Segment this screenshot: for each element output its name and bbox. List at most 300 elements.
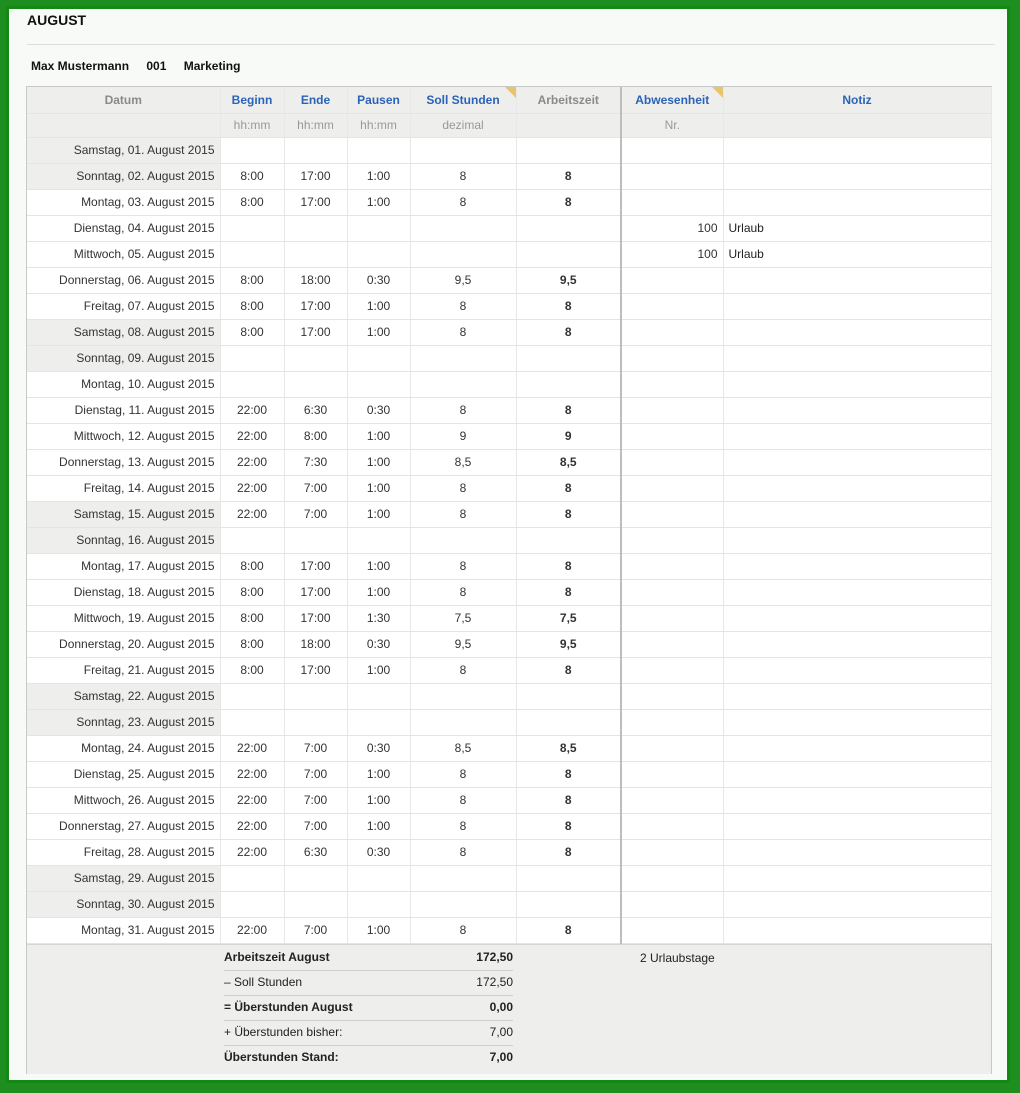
cell-datum: Dienstag, 04. August 2015 (27, 215, 220, 241)
cell-beginn[interactable] (220, 683, 284, 709)
summary-bisher (224, 1020, 513, 1046)
cell-ende[interactable]: 7:30 (284, 449, 347, 475)
cell-pausen[interactable] (347, 683, 410, 709)
summary-soll (224, 970, 513, 996)
cell-arbeitszeit[interactable]: 9 (516, 423, 621, 449)
cell-abwesenheit[interactable]: 100 (621, 241, 723, 267)
cell-notiz[interactable] (723, 891, 991, 917)
cell-beginn[interactable] (220, 865, 284, 891)
cell-arbeitszeit[interactable]: 8 (516, 319, 621, 345)
table-row (27, 553, 991, 579)
table-row (27, 449, 991, 475)
cell-ende[interactable] (284, 891, 347, 917)
cell-soll[interactable]: 8 (410, 293, 516, 319)
employee-name: Max Mustermann (31, 59, 130, 73)
cell-notiz[interactable] (723, 683, 991, 709)
cell-datum: Sonntag, 23. August 2015 (27, 709, 220, 735)
cell-arbeitszeit[interactable] (516, 683, 621, 709)
cell-abwesenheit[interactable] (621, 137, 723, 163)
cell-notiz[interactable] (723, 163, 991, 189)
cell-ende[interactable] (284, 709, 347, 735)
cell-pausen[interactable]: 1:00 (347, 657, 410, 683)
cell-abwesenheit[interactable] (621, 787, 723, 813)
cell-beginn[interactable] (220, 137, 284, 163)
cell-abwesenheit[interactable] (621, 735, 723, 761)
cell-datum: Samstag, 22. August 2015 (27, 683, 220, 709)
cell-arbeitszeit[interactable]: 8 (516, 813, 621, 839)
cell-notiz[interactable] (723, 787, 991, 813)
cell-datum: Montag, 24. August 2015 (27, 735, 220, 761)
cell-beginn[interactable]: 8:00 (220, 631, 284, 657)
page-frame (6, 6, 1010, 1083)
cell-ende[interactable]: 7:00 (284, 917, 347, 943)
cell-soll[interactable]: 8 (410, 319, 516, 345)
cell-notiz[interactable] (723, 189, 991, 215)
cell-abwesenheit[interactable] (621, 397, 723, 423)
cell-soll[interactable] (410, 865, 516, 891)
cell-beginn[interactable]: 22:00 (220, 787, 284, 813)
divider (27, 44, 995, 45)
cell-beginn[interactable]: 22:00 (220, 501, 284, 527)
cell-datum: Sonntag, 09. August 2015 (27, 345, 220, 371)
employee-department: Marketing (183, 59, 241, 73)
cell-soll[interactable]: 8 (410, 579, 516, 605)
cell-beginn[interactable]: 8:00 (220, 319, 284, 345)
cell-ende[interactable]: 7:00 (284, 787, 347, 813)
cell-abwesenheit[interactable] (621, 527, 723, 553)
cell-notiz[interactable] (723, 657, 991, 683)
cell-abwesenheit[interactable] (621, 891, 723, 917)
cell-notiz[interactable] (723, 527, 991, 553)
cell-datum: Samstag, 29. August 2015 (27, 865, 220, 891)
cell-soll[interactable] (410, 371, 516, 397)
summary-soll-label: – Soll Stunden (224, 975, 303, 989)
cell-ende[interactable]: 18:00 (284, 631, 347, 657)
cell-pausen[interactable] (347, 241, 410, 267)
cell-beginn[interactable]: 22:00 (220, 397, 284, 423)
cell-abwesenheit[interactable] (621, 813, 723, 839)
cell-notiz[interactable] (723, 865, 991, 891)
cell-pausen[interactable]: 1:00 (347, 579, 410, 605)
table-row (27, 631, 991, 657)
cell-ende[interactable]: 6:30 (284, 839, 347, 865)
cell-notiz[interactable] (723, 553, 991, 579)
cell-datum: Donnerstag, 06. August 2015 (27, 267, 220, 293)
cell-pausen[interactable] (347, 865, 410, 891)
cell-arbeitszeit[interactable]: 9,5 (516, 267, 621, 293)
vacation-days: 2 Urlaubstage (640, 951, 715, 965)
cell-notiz[interactable] (723, 605, 991, 631)
cell-datum: Freitag, 07. August 2015 (27, 293, 220, 319)
cell-notiz[interactable] (723, 293, 991, 319)
table-row (27, 579, 991, 605)
unit-pausen: hh:mm (347, 113, 410, 137)
cell-abwesenheit[interactable] (621, 371, 723, 397)
unit-soll: dezimal (410, 113, 516, 137)
table-row (27, 839, 991, 865)
cell-soll[interactable]: 8 (410, 917, 516, 943)
cell-pausen[interactable]: 1:00 (347, 163, 410, 189)
cell-soll[interactable] (410, 215, 516, 241)
cell-soll[interactable]: 7,5 (410, 605, 516, 631)
cell-notiz[interactable] (723, 345, 991, 371)
cell-soll[interactable] (410, 241, 516, 267)
cell-abwesenheit[interactable] (621, 423, 723, 449)
cell-beginn[interactable]: 22:00 (220, 449, 284, 475)
cell-pausen[interactable]: 0:30 (347, 735, 410, 761)
cell-soll[interactable] (410, 137, 516, 163)
cell-beginn[interactable] (220, 891, 284, 917)
cell-notiz[interactable]: Urlaub (723, 215, 991, 241)
cell-beginn[interactable]: 22:00 (220, 813, 284, 839)
cell-abwesenheit[interactable] (621, 449, 723, 475)
cell-ende[interactable] (284, 371, 347, 397)
cell-pausen[interactable]: 1:00 (347, 813, 410, 839)
cell-arbeitszeit[interactable]: 8 (516, 475, 621, 501)
cell-pausen[interactable]: 1:00 (347, 319, 410, 345)
summary-soll-value: 172,50 (476, 975, 513, 989)
cell-beginn[interactable]: 8:00 (220, 189, 284, 215)
cell-beginn[interactable]: 8:00 (220, 267, 284, 293)
cell-arbeitszeit[interactable]: 8 (516, 761, 621, 787)
cell-pausen[interactable] (347, 215, 410, 241)
summary-panel (27, 944, 991, 1074)
cell-notiz[interactable] (723, 813, 991, 839)
cell-notiz[interactable]: Urlaub (723, 241, 991, 267)
cell-arbeitszeit[interactable]: 9,5 (516, 631, 621, 657)
cell-ende[interactable]: 18:00 (284, 267, 347, 293)
unit-beginn: hh:mm (220, 113, 284, 137)
cell-abwesenheit[interactable] (621, 605, 723, 631)
cell-ende[interactable]: 17:00 (284, 189, 347, 215)
cell-ende[interactable]: 17:00 (284, 579, 347, 605)
cell-notiz[interactable] (723, 475, 991, 501)
cell-datum: Donnerstag, 13. August 2015 (27, 449, 220, 475)
cell-arbeitszeit[interactable] (516, 345, 621, 371)
cell-abwesenheit[interactable] (621, 839, 723, 865)
cell-notiz[interactable] (723, 709, 991, 735)
cell-pausen[interactable] (347, 371, 410, 397)
cell-soll[interactable]: 9,5 (410, 631, 516, 657)
cell-pausen[interactable]: 0:30 (347, 631, 410, 657)
cell-arbeitszeit[interactable] (516, 891, 621, 917)
cell-abwesenheit[interactable] (621, 501, 723, 527)
cell-beginn[interactable] (220, 215, 284, 241)
cell-ende[interactable]: 17:00 (284, 293, 347, 319)
cell-ende[interactable]: 17:00 (284, 657, 347, 683)
cell-ende[interactable] (284, 215, 347, 241)
header-arbeitszeit[interactable]: Arbeitszeit (516, 87, 621, 113)
cell-beginn[interactable]: 8:00 (220, 579, 284, 605)
cell-arbeitszeit[interactable]: 8 (516, 839, 621, 865)
cell-abwesenheit[interactable] (621, 475, 723, 501)
cell-datum: Samstag, 15. August 2015 (27, 501, 220, 527)
cell-pausen[interactable] (347, 137, 410, 163)
cell-ende[interactable]: 7:00 (284, 501, 347, 527)
header-notiz[interactable]: Notiz (723, 87, 991, 113)
cell-ende[interactable]: 8:00 (284, 423, 347, 449)
cell-arbeitszeit[interactable]: 8 (516, 189, 621, 215)
cell-pausen[interactable]: 1:00 (347, 761, 410, 787)
cell-abwesenheit[interactable] (621, 345, 723, 371)
cell-arbeitszeit[interactable]: 8,5 (516, 449, 621, 475)
table-row (27, 891, 991, 917)
cell-datum: Montag, 17. August 2015 (27, 553, 220, 579)
cell-ende[interactable]: 7:00 (284, 735, 347, 761)
cell-pausen[interactable]: 1:00 (347, 475, 410, 501)
header-pausen[interactable]: Pausen (347, 87, 410, 113)
cell-pausen[interactable] (347, 891, 410, 917)
cell-pausen[interactable]: 1:00 (347, 449, 410, 475)
cell-pausen[interactable]: 1:30 (347, 605, 410, 631)
cell-abwesenheit[interactable] (621, 319, 723, 345)
table-row (27, 813, 991, 839)
cell-pausen[interactable] (347, 527, 410, 553)
cell-arbeitszeit[interactable] (516, 527, 621, 553)
cell-datum: Samstag, 01. August 2015 (27, 137, 220, 163)
cell-beginn[interactable] (220, 527, 284, 553)
cell-abwesenheit[interactable] (621, 293, 723, 319)
summary-ueberstunden-label: = Überstunden August (224, 1000, 353, 1014)
cell-beginn[interactable] (220, 241, 284, 267)
table-row (27, 683, 991, 709)
header-abwesenheit[interactable]: Abwesenheit (621, 87, 723, 113)
cell-soll[interactable] (410, 527, 516, 553)
cell-notiz[interactable] (723, 319, 991, 345)
cell-ende[interactable] (284, 865, 347, 891)
cell-soll[interactable]: 8 (410, 761, 516, 787)
cell-arbeitszeit[interactable] (516, 241, 621, 267)
summary-bisher-value: 7,00 (489, 1025, 513, 1039)
cell-pausen[interactable]: 0:30 (347, 267, 410, 293)
summary-stand-label: Überstunden Stand: (224, 1050, 339, 1064)
cell-soll[interactable] (410, 891, 516, 917)
cell-pausen[interactable]: 0:30 (347, 839, 410, 865)
cell-datum: Dienstag, 18. August 2015 (27, 579, 220, 605)
cell-beginn[interactable]: 8:00 (220, 163, 284, 189)
cell-datum: Montag, 31. August 2015 (27, 917, 220, 943)
cell-soll[interactable]: 8 (410, 787, 516, 813)
cell-ende[interactable]: 17:00 (284, 605, 347, 631)
cell-datum: Donnerstag, 27. August 2015 (27, 813, 220, 839)
cell-soll[interactable]: 8 (410, 657, 516, 683)
cell-datum: Sonntag, 16. August 2015 (27, 527, 220, 553)
cell-arbeitszeit[interactable]: 8 (516, 657, 621, 683)
cell-notiz[interactable] (723, 761, 991, 787)
cell-datum: Mittwoch, 19. August 2015 (27, 605, 220, 631)
cell-arbeitszeit[interactable] (516, 371, 621, 397)
cell-arbeitszeit[interactable]: 8 (516, 293, 621, 319)
cell-abwesenheit[interactable] (621, 917, 723, 943)
table-row (27, 267, 991, 293)
cell-pausen[interactable] (347, 709, 410, 735)
cell-soll[interactable]: 8,5 (410, 449, 516, 475)
cell-datum: Sonntag, 02. August 2015 (27, 163, 220, 189)
cell-pausen[interactable] (347, 345, 410, 371)
day-rows (27, 137, 991, 943)
cell-arbeitszeit[interactable] (516, 215, 621, 241)
cell-abwesenheit[interactable] (621, 579, 723, 605)
cell-ende[interactable]: 7:00 (284, 475, 347, 501)
summary-ueberstunden-value: 0,00 (489, 1000, 513, 1014)
cell-soll[interactable]: 8 (410, 813, 516, 839)
cell-arbeitszeit[interactable] (516, 709, 621, 735)
cell-arbeitszeit[interactable]: 8 (516, 553, 621, 579)
cell-abwesenheit[interactable] (621, 709, 723, 735)
cell-beginn[interactable] (220, 371, 284, 397)
cell-ende[interactable]: 17:00 (284, 319, 347, 345)
cell-soll[interactable]: 8,5 (410, 735, 516, 761)
unit-row (27, 113, 991, 137)
unit-arbeitszeit (516, 113, 621, 137)
cell-ende[interactable] (284, 527, 347, 553)
cell-abwesenheit[interactable] (621, 631, 723, 657)
cell-soll[interactable]: 8 (410, 189, 516, 215)
cell-soll[interactable]: 9 (410, 423, 516, 449)
cell-beginn[interactable]: 22:00 (220, 917, 284, 943)
cell-ende[interactable] (284, 345, 347, 371)
cell-pausen[interactable]: 1:00 (347, 553, 410, 579)
cell-abwesenheit[interactable] (621, 163, 723, 189)
header-soll-stunden[interactable]: Soll Stunden (410, 87, 516, 113)
cell-notiz[interactable] (723, 917, 991, 943)
cell-notiz[interactable] (723, 397, 991, 423)
table-row (27, 241, 991, 267)
header-datum[interactable]: Datum (27, 87, 220, 113)
cell-soll[interactable] (410, 683, 516, 709)
table-row (27, 137, 991, 163)
cell-soll[interactable]: 8 (410, 839, 516, 865)
cell-arbeitszeit[interactable]: 8 (516, 163, 621, 189)
table-row (27, 423, 991, 449)
cell-notiz[interactable] (723, 423, 991, 449)
cell-notiz[interactable] (723, 579, 991, 605)
cell-ende[interactable]: 17:00 (284, 553, 347, 579)
cell-soll[interactable]: 8 (410, 553, 516, 579)
cell-datum: Sonntag, 30. August 2015 (27, 891, 220, 917)
cell-ende[interactable]: 7:00 (284, 813, 347, 839)
table-row (27, 475, 991, 501)
cell-soll[interactable]: 8 (410, 163, 516, 189)
unit-notiz (723, 113, 991, 137)
cell-pausen[interactable]: 1:00 (347, 917, 410, 943)
cell-notiz[interactable] (723, 267, 991, 293)
cell-arbeitszeit[interactable]: 8 (516, 579, 621, 605)
table-row (27, 215, 991, 241)
cell-beginn[interactable]: 8:00 (220, 605, 284, 631)
cell-notiz[interactable] (723, 631, 991, 657)
cell-arbeitszeit[interactable]: 8 (516, 917, 621, 943)
cell-notiz[interactable] (723, 501, 991, 527)
cell-datum: Dienstag, 25. August 2015 (27, 761, 220, 787)
cell-ende[interactable]: 6:30 (284, 397, 347, 423)
summary-stand-value: 7,00 (489, 1050, 513, 1064)
cell-soll[interactable] (410, 709, 516, 735)
cell-datum: Freitag, 21. August 2015 (27, 657, 220, 683)
table-row (27, 761, 991, 787)
cell-pausen[interactable]: 1:00 (347, 501, 410, 527)
cell-ende[interactable] (284, 683, 347, 709)
cell-abwesenheit[interactable] (621, 683, 723, 709)
cell-notiz[interactable] (723, 449, 991, 475)
header-ende[interactable]: Ende (284, 87, 347, 113)
cell-pausen[interactable]: 0:30 (347, 397, 410, 423)
cell-arbeitszeit[interactable]: 7,5 (516, 605, 621, 631)
cell-ende[interactable] (284, 241, 347, 267)
cell-beginn[interactable]: 22:00 (220, 839, 284, 865)
cell-abwesenheit[interactable] (621, 657, 723, 683)
cell-ende[interactable]: 17:00 (284, 163, 347, 189)
cell-arbeitszeit[interactable] (516, 865, 621, 891)
cell-abwesenheit[interactable] (621, 553, 723, 579)
cell-soll[interactable]: 8 (410, 475, 516, 501)
table-row (27, 501, 991, 527)
cell-beginn[interactable]: 8:00 (220, 293, 284, 319)
header-beginn[interactable]: Beginn (220, 87, 284, 113)
cell-datum: Mittwoch, 12. August 2015 (27, 423, 220, 449)
cell-soll[interactable]: 8 (410, 501, 516, 527)
timesheet-table (27, 87, 992, 944)
cell-soll[interactable]: 8 (410, 397, 516, 423)
cell-ende[interactable]: 7:00 (284, 761, 347, 787)
cell-arbeitszeit[interactable]: 8,5 (516, 735, 621, 761)
table-row (27, 527, 991, 553)
table-row (27, 865, 991, 891)
cell-pausen[interactable]: 1:00 (347, 423, 410, 449)
cell-notiz[interactable] (723, 137, 991, 163)
cell-soll[interactable] (410, 345, 516, 371)
cell-ende[interactable] (284, 137, 347, 163)
cell-beginn[interactable]: 22:00 (220, 735, 284, 761)
summary-bisher-label: + Überstunden bisher: (224, 1025, 343, 1039)
cell-arbeitszeit[interactable]: 8 (516, 787, 621, 813)
cell-soll[interactable]: 9,5 (410, 267, 516, 293)
cell-abwesenheit[interactable]: 100 (621, 215, 723, 241)
cell-beginn[interactable]: 22:00 (220, 423, 284, 449)
table-row (27, 657, 991, 683)
cell-arbeitszeit[interactable]: 8 (516, 501, 621, 527)
cell-abwesenheit[interactable] (621, 267, 723, 293)
cell-pausen[interactable]: 1:00 (347, 787, 410, 813)
cell-beginn[interactable]: 22:00 (220, 761, 284, 787)
cell-beginn[interactable]: 8:00 (220, 553, 284, 579)
cell-arbeitszeit[interactable]: 8 (516, 397, 621, 423)
table-row (27, 189, 991, 215)
cell-beginn[interactable]: 22:00 (220, 475, 284, 501)
cell-beginn[interactable] (220, 709, 284, 735)
table-row (27, 605, 991, 631)
table-row (27, 735, 991, 761)
cell-pausen[interactable]: 1:00 (347, 293, 410, 319)
cell-pausen[interactable]: 1:00 (347, 189, 410, 215)
cell-beginn[interactable]: 8:00 (220, 657, 284, 683)
cell-notiz[interactable] (723, 839, 991, 865)
cell-abwesenheit[interactable] (621, 189, 723, 215)
cell-abwesenheit[interactable] (621, 761, 723, 787)
cell-notiz[interactable] (723, 735, 991, 761)
cell-datum: Mittwoch, 05. August 2015 (27, 241, 220, 267)
cell-abwesenheit[interactable] (621, 865, 723, 891)
header-row (27, 87, 991, 113)
table-row (27, 709, 991, 735)
cell-datum: Samstag, 08. August 2015 (27, 319, 220, 345)
cell-arbeitszeit[interactable] (516, 137, 621, 163)
cell-beginn[interactable] (220, 345, 284, 371)
table-row (27, 319, 991, 345)
cell-notiz[interactable] (723, 371, 991, 397)
table-row (27, 787, 991, 813)
cell-datum: Freitag, 14. August 2015 (27, 475, 220, 501)
